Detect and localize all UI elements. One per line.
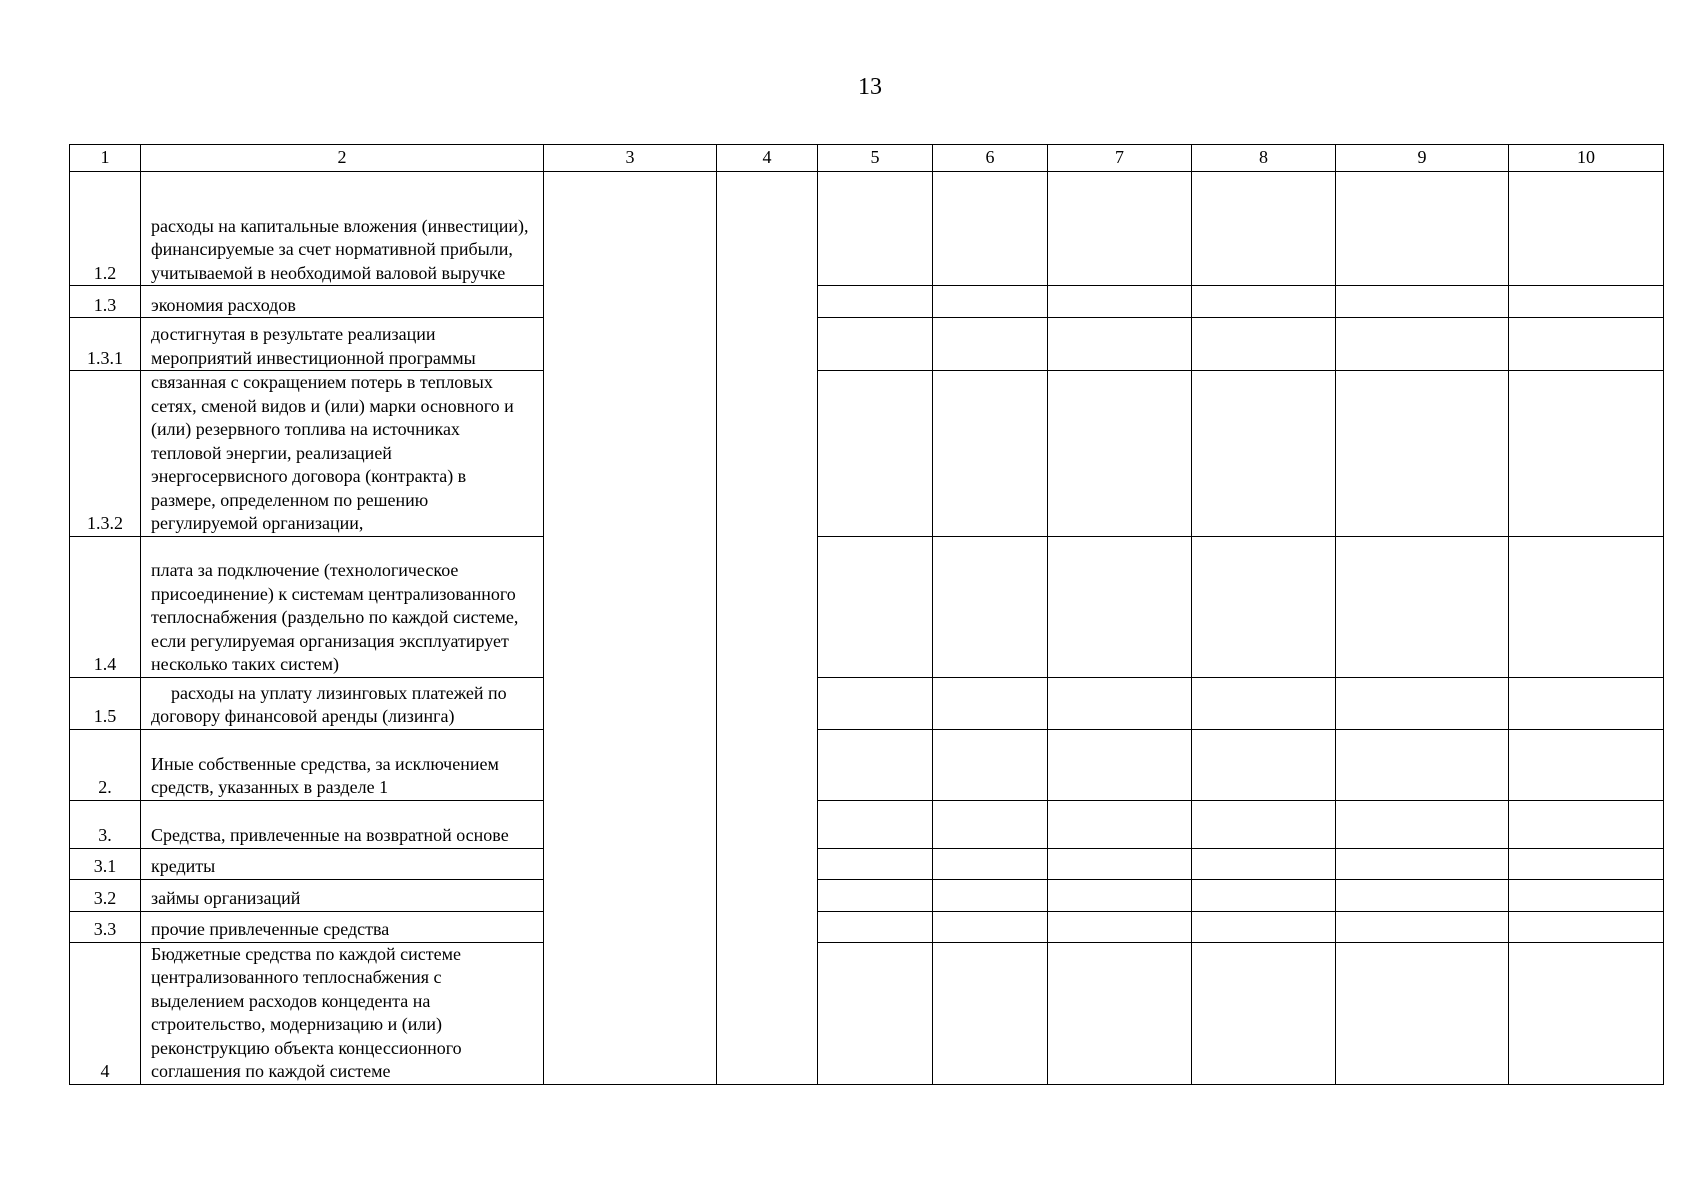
data-cell: [818, 318, 933, 371]
column-header: 4: [717, 145, 818, 172]
table-row: [70, 536, 1664, 677]
table-row: [70, 848, 1664, 879]
row-number: 4: [70, 942, 141, 1084]
data-cell: [1509, 879, 1664, 911]
column-header: 1: [70, 145, 141, 172]
table-row: [70, 677, 1664, 729]
table-row: [70, 942, 1664, 1084]
table-row: [70, 286, 1664, 318]
data-cell: [1192, 848, 1336, 879]
row-description: плата за подключение (технологическое присоединение) к системам централизованного теплоснабжения (раздельно по каждой системе, если регулируемая организация эксплуатирует несколько таких систем): [141, 536, 544, 677]
data-cell: [1048, 172, 1192, 286]
data-cell: [818, 848, 933, 879]
column-header: 10: [1509, 145, 1664, 172]
data-cell: [1192, 800, 1336, 848]
data-cell: [818, 879, 933, 911]
data-cell: [818, 172, 933, 286]
data-cell: [1509, 848, 1664, 879]
column-3-merged-cell: [544, 172, 717, 1085]
data-cell: [818, 677, 933, 729]
data-cell: [1336, 677, 1509, 729]
data-cell: [933, 371, 1048, 537]
column-header: 7: [1048, 145, 1192, 172]
column-number-row: [70, 145, 1664, 172]
row-number: 1.4: [70, 536, 141, 677]
row-description: связанная с сокращением потерь в тепловых сетях, сменой видов и (или) марки основного и (или) резервного топлива на источниках тепловой энергии, реализацией энергосервисного договора (контракта) в размере, определенном по решению регулируемой организации,: [141, 371, 544, 537]
data-cell: [1509, 371, 1664, 537]
data-cell: [1048, 318, 1192, 371]
data-cell: [1192, 911, 1336, 942]
data-cell: [818, 942, 933, 1084]
row-number: 1.5: [70, 677, 141, 729]
data-cell: [933, 677, 1048, 729]
data-cell: [1509, 286, 1664, 318]
row-number: 1.3: [70, 286, 141, 318]
row-number: 3.2: [70, 879, 141, 911]
data-cell: [818, 536, 933, 677]
data-cell: [1048, 848, 1192, 879]
data-cell: [1048, 942, 1192, 1084]
data-cell: [1192, 879, 1336, 911]
table-row: [70, 800, 1664, 848]
row-number: 3.1: [70, 848, 141, 879]
row-description: экономия расходов: [141, 286, 544, 318]
row-number: 1.3.2: [70, 371, 141, 537]
data-cell: [1336, 879, 1509, 911]
row-description: Средства, привлеченные на возвратной основе: [141, 800, 544, 848]
data-cell: [1192, 286, 1336, 318]
column-header: 9: [1336, 145, 1509, 172]
data-cell: [818, 729, 933, 800]
data-cell: [933, 318, 1048, 371]
data-cell: [1336, 800, 1509, 848]
data-cell: [1192, 942, 1336, 1084]
data-cell: [818, 286, 933, 318]
column-header: 3: [544, 145, 717, 172]
data-cell: [1509, 800, 1664, 848]
data-cell: [1192, 729, 1336, 800]
data-cell: [1048, 800, 1192, 848]
data-cell: [1048, 911, 1192, 942]
data-cell: [1048, 729, 1192, 800]
row-description: кредиты: [141, 848, 544, 879]
data-cell: [1048, 879, 1192, 911]
data-cell: [1048, 536, 1192, 677]
table-row: [70, 729, 1664, 800]
row-description: [141, 677, 544, 729]
row-number: 1.2: [70, 172, 141, 286]
page-number: 13: [858, 74, 882, 100]
data-cell: [1192, 318, 1336, 371]
row-description: прочие привлеченные средства: [141, 911, 544, 942]
column-header: 5: [818, 145, 933, 172]
row-description-text: расходы на уплату лизинговых платежей по договору финансовой аренды (лизинга): [151, 682, 507, 726]
data-cell: [1336, 371, 1509, 537]
data-cell: [1509, 172, 1664, 286]
column-header: 6: [933, 145, 1048, 172]
data-cell: [1048, 371, 1192, 537]
data-cell: [933, 729, 1048, 800]
data-cell: [933, 800, 1048, 848]
table-row: [70, 879, 1664, 911]
table-row: [70, 172, 1664, 286]
row-description: Бюджетные средства по каждой системе централизованного теплоснабжения с выделением расходов концедента на строительство, модернизацию и (или) реконструкцию объекта концессионного соглашения по каждой системе: [141, 942, 544, 1084]
data-cell: [818, 371, 933, 537]
data-cell: [1509, 942, 1664, 1084]
data-cell: [1336, 172, 1509, 286]
data-cell: [1048, 286, 1192, 318]
column-header: 8: [1192, 145, 1336, 172]
data-cell: [1048, 677, 1192, 729]
data-cell: [1336, 911, 1509, 942]
data-cell: [1509, 677, 1664, 729]
data-cell: [1509, 318, 1664, 371]
column-4-merged-cell: [717, 172, 818, 1085]
data-cell: [933, 879, 1048, 911]
row-description: расходы на капитальные вложения (инвестиции), финансируемые за счет нормативной прибыли, учитываемой в необходимой валовой выручке: [141, 172, 544, 286]
data-cell: [933, 942, 1048, 1084]
data-cell: [1192, 172, 1336, 286]
data-cell: [1336, 848, 1509, 879]
data-cell: [933, 286, 1048, 318]
column-header: 2: [141, 145, 544, 172]
row-description: достигнутая в результате реализации мероприятий инвестиционной программы: [141, 318, 544, 371]
table-row: [70, 911, 1664, 942]
data-cell: [1509, 911, 1664, 942]
table-row: [70, 318, 1664, 371]
data-cell: [818, 911, 933, 942]
data-cell: [1336, 286, 1509, 318]
data-cell: [1192, 536, 1336, 677]
data-cell: [818, 800, 933, 848]
data-cell: [1336, 318, 1509, 371]
data-cell: [1509, 536, 1664, 677]
data-cell: [1192, 677, 1336, 729]
row-description: займы организаций: [141, 879, 544, 911]
row-description: Иные собственные средства, за исключением средств, указанных в разделе 1: [141, 729, 544, 800]
row-number: 3.3: [70, 911, 141, 942]
data-cell: [933, 848, 1048, 879]
table-row: [70, 371, 1664, 537]
data-cell: [933, 172, 1048, 286]
data-cell: [1192, 371, 1336, 537]
data-cell: [1509, 729, 1664, 800]
data-cell: [1336, 729, 1509, 800]
row-number: 3.: [70, 800, 141, 848]
data-cell: [1336, 942, 1509, 1084]
funding-sources-table: [69, 144, 1664, 1085]
data-cell: [1336, 536, 1509, 677]
row-number: 2.: [70, 729, 141, 800]
data-cell: [933, 911, 1048, 942]
row-number: 1.3.1: [70, 318, 141, 371]
data-cell: [933, 536, 1048, 677]
